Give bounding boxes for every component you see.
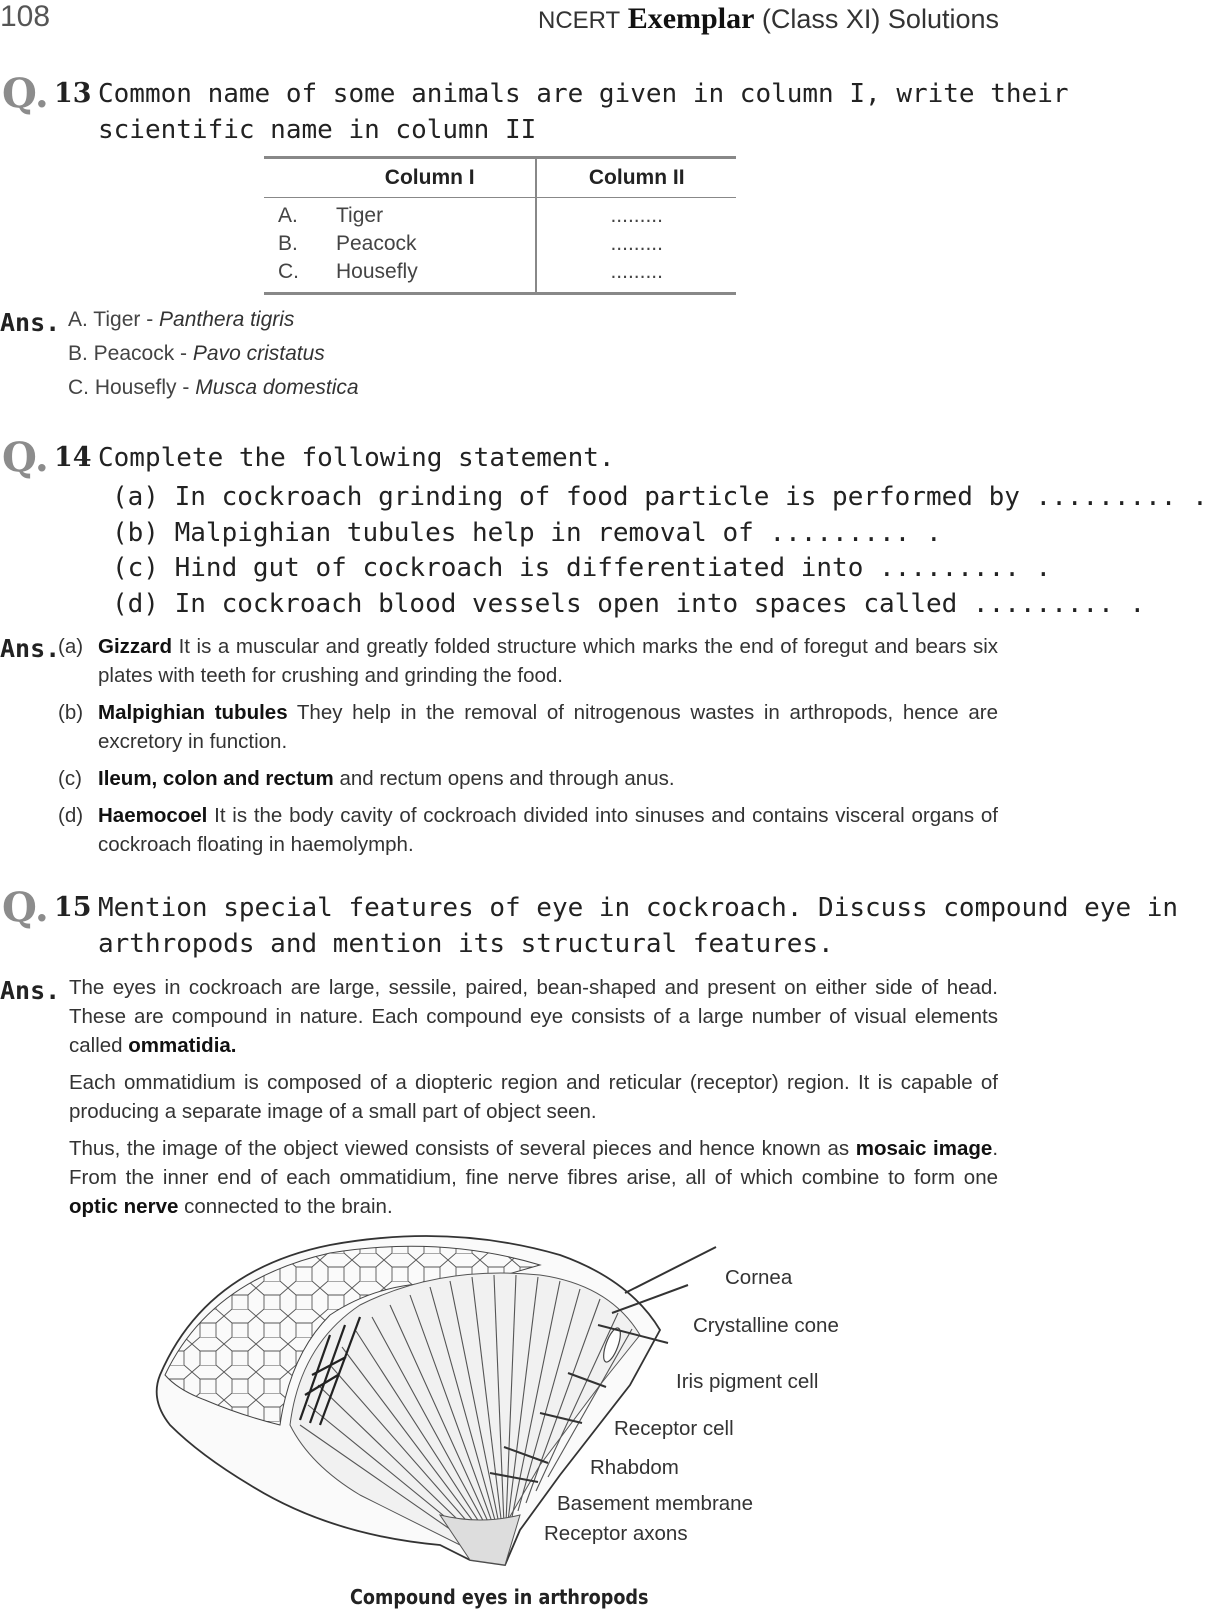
answer-line: A. Tiger - Panthera tigris — [68, 308, 295, 331]
table-row — [264, 258, 736, 294]
q14-part-d: (d) In cockroach blood vessels open into spaces called ......... . — [112, 588, 1146, 619]
q14-part-c: (c) Hind gut of cockroach is differentiated into ......... . — [112, 553, 1052, 583]
q15-answer — [69, 973, 998, 1221]
q13-number: 13 — [54, 78, 92, 109]
answer-paragraph: Thus, the image of the object viewed consists of several pieces and hence known as mosaic image. From the inner end of each ommatidium, fine nerve fibres arise, all of which combine to form one optic nerve connected to the brain. — [69, 1137, 999, 1218]
answer-item: (c) Ileum, colon and rectum and rectum opens and through anus. — [58, 767, 675, 790]
row-blank: ......... — [610, 232, 663, 255]
q13-table — [264, 156, 736, 295]
scientific-name: Pavo cristatus — [192, 342, 325, 365]
row-name: Tiger — [336, 204, 384, 227]
q13-answer-label: Ans. — [0, 308, 61, 337]
q13-question-line2: scientific name in column II — [98, 115, 537, 145]
column-1-header: Column I — [264, 158, 536, 198]
book-prefix: NCERT — [537, 7, 621, 34]
row-name: Housefly — [336, 260, 418, 283]
label-iris-pigment-cell: Iris pigment cell — [676, 1370, 819, 1393]
row-name: Peacock — [336, 232, 417, 255]
row-letter: B. — [278, 232, 298, 255]
label-cornea: Cornea — [725, 1266, 793, 1289]
label-rhabdom: Rhabdom — [590, 1456, 679, 1479]
label-receptor-cell: Receptor cell — [614, 1417, 734, 1440]
answer-paragraph: The eyes in cockroach are large, sessile, paired, bean-shaped and present on either side of head. These are compound in nature. Each compound eye consists of a large number of visual elements called ommatidia. — [69, 976, 998, 1057]
answer-line: C. Housefly - Musca domestica — [68, 376, 359, 399]
q14-answers — [58, 632, 998, 859]
row-blank: ......... — [610, 260, 663, 283]
q13-label: Q. — [2, 70, 49, 117]
label-basement-membrane: Basement membrane — [557, 1492, 753, 1515]
answer-line: B. Peacock - Pavo cristatus — [68, 342, 325, 365]
q15-question — [98, 890, 1178, 962]
row-blank: ......... — [610, 204, 663, 227]
scientific-name: Musca domestica — [195, 376, 359, 399]
q15-answer-label: Ans. — [0, 976, 61, 1005]
q14-label: Q. — [2, 434, 49, 481]
table-row — [264, 230, 736, 258]
label-receptor-axons: Receptor axons — [544, 1522, 688, 1545]
row-letter: A. — [278, 204, 298, 227]
q15-label: Q. — [2, 884, 49, 931]
page-number: 108 — [0, 0, 51, 33]
book-suffix: (Class XI) Solutions — [761, 4, 999, 34]
q14-part-b: (b) Malpighian tubules help in removal of ......... . — [112, 517, 942, 548]
q14-parts — [112, 480, 1208, 622]
q14-part-a: (a) In cockroach grinding of food particle is performed by ......... . — [112, 482, 1208, 512]
q15-question-line1: Mention special features of eye in cockroach. Discuss compound eye in — [98, 893, 1179, 923]
answer-item: (d) Haemocoel It is the body cavity of cockroach divided into sinuses and contains visceral organs of cockroach floating in haemolymph. — [58, 804, 998, 856]
label-crystalline-cone: Crystalline cone — [693, 1314, 839, 1337]
running-head — [538, 2, 999, 36]
figure-caption: Compound eyes in arthropods — [350, 1585, 649, 1609]
answer-paragraph: Each ommatidium is composed of a diopteric region and reticular (receptor) region. It is capable of producing a separate image of a small part of object seen. — [69, 1071, 998, 1123]
column-2-header: Column II — [536, 158, 736, 198]
q15-question-line2: arthropods and mention its structural features. — [98, 929, 834, 959]
compound-eye-diagram — [0, 1225, 999, 1585]
q13-question — [98, 76, 1069, 148]
q14-question: Complete the following statement. — [98, 443, 615, 473]
answer-item: (a) Gizzard It is a muscular and greatly folded structure which marks the end of foregut and bears six plates with teeth for crushing and grinding the food. — [58, 635, 998, 687]
q13-answers — [68, 303, 359, 405]
answer-item: (b) Malpighian tubules They help in the removal of nitrogenous wastes in arthropods, hence are excretory in function. — [58, 701, 998, 753]
table-row — [264, 198, 736, 231]
q14-number: 14 — [54, 442, 92, 473]
q13-question-line1: Common name of some animals are given in column I, write their — [98, 79, 1069, 109]
row-letter: C. — [278, 260, 299, 283]
book-title: Exemplar — [627, 2, 755, 35]
scientific-name: Panthera tigris — [159, 308, 295, 331]
q14-answer-label: Ans. — [0, 634, 61, 663]
q15-number: 15 — [54, 892, 92, 923]
